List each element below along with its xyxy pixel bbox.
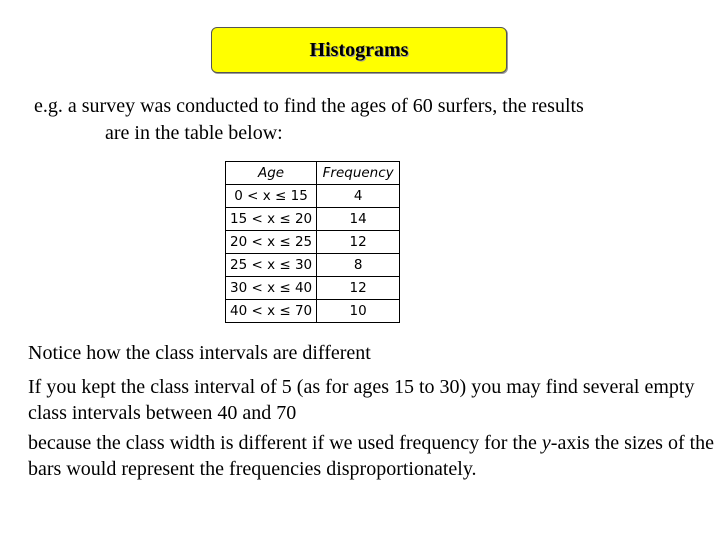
age-cell: 25 < x ≤ 30: [226, 254, 317, 277]
frequency-table: [225, 161, 400, 323]
frequency-cell: 10: [317, 300, 400, 323]
intro-line-1: e.g. a survey was conducted to find the ages of 60 surfers, the results: [34, 95, 584, 117]
frequency-cell: 12: [317, 231, 400, 254]
age-cell: 30 < x ≤ 40: [226, 277, 317, 300]
frequency-cell: 12: [317, 277, 400, 300]
age-cell: 15 < x ≤ 20: [226, 208, 317, 231]
notes-block: [28, 340, 718, 482]
frequency-column-header: Frequency: [317, 162, 400, 185]
intro-text: [34, 93, 714, 147]
intro-line-2: are in the table below:: [105, 122, 283, 144]
age-column-header: Age: [226, 162, 317, 185]
note-intervals-different: Notice how the class intervals are different: [28, 342, 371, 364]
frequency-cell: 14: [317, 208, 400, 231]
age-cell: 40 < x ≤ 70: [226, 300, 317, 323]
note-empty-intervals: If you kept the class interval of 5 (as for ages 15 to 30) you may find several empty class intervals between 40 and 70: [28, 376, 695, 424]
page-title: Histograms: [309, 38, 409, 61]
note-class-width: [28, 430, 718, 482]
age-cell: 0 < x ≤ 15: [226, 185, 317, 208]
table-row: [226, 208, 400, 231]
title-banner: [211, 27, 507, 73]
y-axis-letter: y: [541, 432, 551, 454]
table-row: [226, 300, 400, 323]
frequency-cell: 8: [317, 254, 400, 277]
table-header-row: [226, 162, 400, 185]
note-class-width-start: because the class width is different if we used frequency for the: [28, 432, 542, 454]
frequency-cell: 4: [317, 185, 400, 208]
table-row: [226, 185, 400, 208]
note-class-width-end: -axis the sizes of the bars would represent the frequencies disproportionately.: [28, 432, 715, 480]
table-row: [226, 277, 400, 300]
table-row: [226, 231, 400, 254]
age-cell: 20 < x ≤ 25: [226, 231, 317, 254]
table-row: [226, 254, 400, 277]
